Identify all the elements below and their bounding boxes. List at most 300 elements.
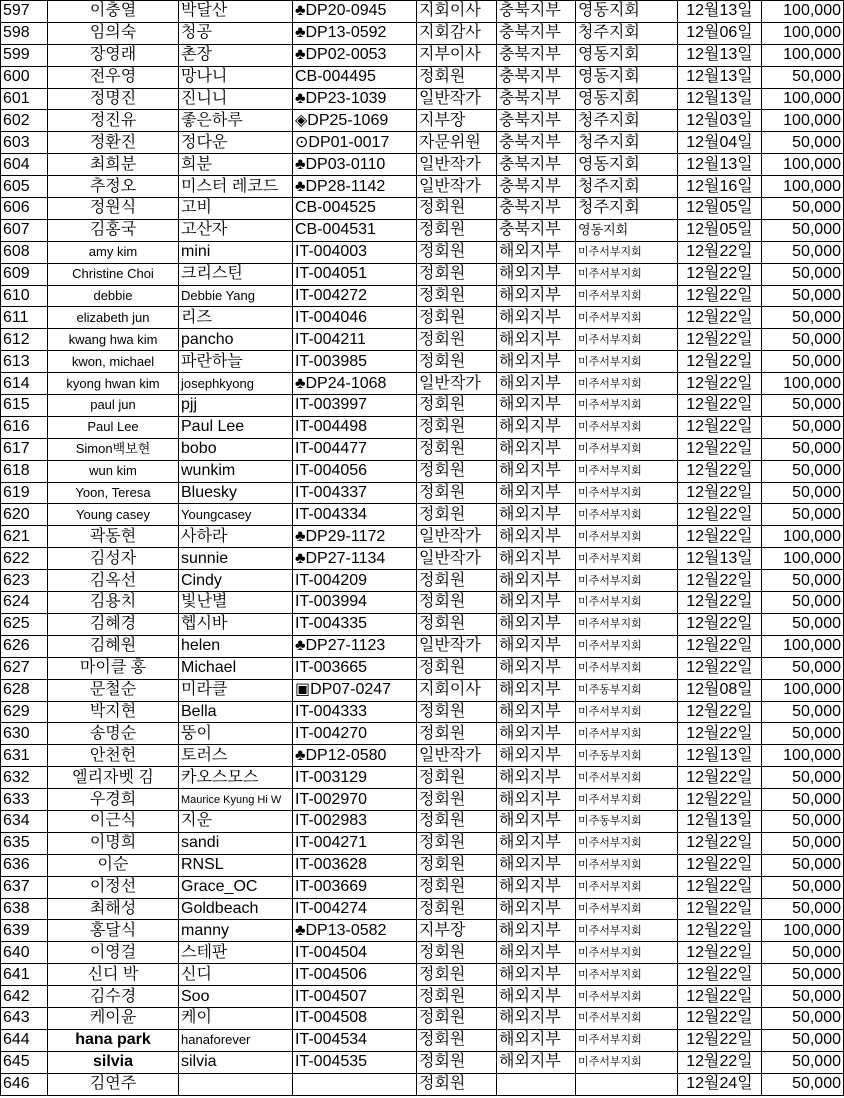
branch-cell[interactable]: 해외지부 <box>497 570 576 592</box>
branch-cell[interactable]: 해외지부 <box>497 504 576 526</box>
row-number-cell[interactable]: 601 <box>1 88 48 110</box>
date-cell[interactable]: 12월08일 <box>678 679 762 701</box>
sub-branch-cell[interactable]: 미주서부지회 <box>576 570 678 592</box>
branch-cell[interactable]: 해외지부 <box>497 438 576 460</box>
member-name-cell[interactable]: 이명희 <box>48 832 179 854</box>
amount-cell[interactable]: 50,000 <box>762 219 844 241</box>
row-number-cell[interactable]: 630 <box>1 723 48 745</box>
branch-cell[interactable]: 해외지부 <box>497 241 576 263</box>
role-cell[interactable]: 지부장 <box>417 920 497 942</box>
amount-cell[interactable]: 50,000 <box>762 198 844 220</box>
nickname-cell[interactable]: bobo <box>179 438 293 460</box>
row-number-cell[interactable]: 604 <box>1 154 48 176</box>
member-name-cell[interactable]: 최희분 <box>48 154 179 176</box>
branch-cell[interactable]: 충북지부 <box>497 66 576 88</box>
nickname-cell[interactable]: 박달산 <box>179 1 293 23</box>
date-cell[interactable]: 12월22일 <box>678 701 762 723</box>
role-cell[interactable]: 지부이사 <box>417 44 497 66</box>
member-code-cell[interactable]: IT-004334 <box>293 504 417 526</box>
member-name-cell[interactable]: Christine Choi <box>48 263 179 285</box>
nickname-cell[interactable]: pancho <box>179 329 293 351</box>
date-cell[interactable]: 12월13일 <box>678 548 762 570</box>
member-name-cell[interactable]: 안천헌 <box>48 745 179 767</box>
role-cell[interactable]: 정회원 <box>417 198 497 220</box>
date-cell[interactable]: 12월13일 <box>678 44 762 66</box>
member-name-cell[interactable]: 김옥선 <box>48 570 179 592</box>
branch-cell[interactable]: 해외지부 <box>497 329 576 351</box>
member-name-cell[interactable]: 우경희 <box>48 789 179 811</box>
date-cell[interactable]: 12월22일 <box>678 1029 762 1051</box>
member-code-cell[interactable]: CB-004495 <box>293 66 417 88</box>
date-cell[interactable]: 12월24일 <box>678 1073 762 1095</box>
member-code-cell[interactable]: IT-003665 <box>293 657 417 679</box>
member-name-cell[interactable]: 이영걸 <box>48 942 179 964</box>
amount-cell[interactable]: 50,000 <box>762 1073 844 1095</box>
date-cell[interactable]: 12월22일 <box>678 876 762 898</box>
member-name-cell[interactable]: 정명진 <box>48 88 179 110</box>
date-cell[interactable]: 12월22일 <box>678 329 762 351</box>
amount-cell[interactable]: 50,000 <box>762 438 844 460</box>
member-code-cell[interactable]: ▣DP07-0247 <box>293 679 417 701</box>
amount-cell[interactable]: 50,000 <box>762 701 844 723</box>
branch-cell[interactable]: 해외지부 <box>497 832 576 854</box>
amount-cell[interactable]: 100,000 <box>762 44 844 66</box>
role-cell[interactable]: 정회원 <box>417 570 497 592</box>
row-number-cell[interactable]: 602 <box>1 110 48 132</box>
row-number-cell[interactable]: 626 <box>1 635 48 657</box>
branch-cell[interactable]: 해외지부 <box>497 701 576 723</box>
role-cell[interactable]: 일반작가 <box>417 635 497 657</box>
role-cell[interactable]: 정회원 <box>417 876 497 898</box>
member-code-cell[interactable]: IT-002970 <box>293 789 417 811</box>
member-code-cell[interactable]: IT-004534 <box>293 1029 417 1051</box>
member-name-cell[interactable]: 정원식 <box>48 198 179 220</box>
member-name-cell[interactable]: 마이클 홍 <box>48 657 179 679</box>
nickname-cell[interactable]: 사하라 <box>179 526 293 548</box>
date-cell[interactable]: 12월22일 <box>678 504 762 526</box>
member-name-cell[interactable]: Paul Lee <box>48 416 179 438</box>
member-name-cell[interactable]: 임의숙 <box>48 22 179 44</box>
member-name-cell[interactable]: 장영래 <box>48 44 179 66</box>
sub-branch-cell[interactable]: 미주서부지회 <box>576 438 678 460</box>
amount-cell[interactable]: 50,000 <box>762 723 844 745</box>
amount-cell[interactable]: 50,000 <box>762 307 844 329</box>
sub-branch-cell[interactable]: 미주서부지회 <box>576 920 678 942</box>
nickname-cell[interactable]: Grace_OC <box>179 876 293 898</box>
date-cell[interactable]: 12월22일 <box>678 1051 762 1073</box>
amount-cell[interactable]: 50,000 <box>762 351 844 373</box>
nickname-cell[interactable]: sunnie <box>179 548 293 570</box>
nickname-cell[interactable]: sandi <box>179 832 293 854</box>
date-cell[interactable]: 12월22일 <box>678 351 762 373</box>
amount-cell[interactable]: 50,000 <box>762 482 844 504</box>
member-name-cell[interactable]: 문철순 <box>48 679 179 701</box>
member-name-cell[interactable]: silvia <box>48 1051 179 1073</box>
member-name-cell[interactable]: 전우영 <box>48 66 179 88</box>
sub-branch-cell[interactable]: 미주서부지회 <box>576 964 678 986</box>
row-number-cell[interactable]: 609 <box>1 263 48 285</box>
role-cell[interactable]: 정회원 <box>417 1073 497 1095</box>
amount-cell[interactable]: 50,000 <box>762 1007 844 1029</box>
branch-cell[interactable]: 해외지부 <box>497 526 576 548</box>
amount-cell[interactable]: 50,000 <box>762 570 844 592</box>
role-cell[interactable]: 지회이사 <box>417 679 497 701</box>
nickname-cell[interactable]: 케이 <box>179 1007 293 1029</box>
date-cell[interactable]: 12월22일 <box>678 570 762 592</box>
amount-cell[interactable]: 100,000 <box>762 679 844 701</box>
branch-cell[interactable]: 해외지부 <box>497 395 576 417</box>
member-code-cell[interactable]: IT-004211 <box>293 329 417 351</box>
role-cell[interactable]: 일반작가 <box>417 88 497 110</box>
row-number-cell[interactable]: 636 <box>1 854 48 876</box>
row-number-cell[interactable]: 608 <box>1 241 48 263</box>
amount-cell[interactable]: 50,000 <box>762 613 844 635</box>
amount-cell[interactable]: 50,000 <box>762 657 844 679</box>
date-cell[interactable]: 12월22일 <box>678 986 762 1008</box>
amount-cell[interactable]: 50,000 <box>762 592 844 614</box>
row-number-cell[interactable]: 645 <box>1 1051 48 1073</box>
branch-cell[interactable]: 해외지부 <box>497 789 576 811</box>
member-name-cell[interactable]: 추정오 <box>48 176 179 198</box>
role-cell[interactable]: 정회원 <box>417 395 497 417</box>
nickname-cell[interactable]: pjj <box>179 395 293 417</box>
member-name-cell[interactable]: 이정선 <box>48 876 179 898</box>
branch-cell[interactable]: 해외지부 <box>497 460 576 482</box>
row-number-cell[interactable]: 610 <box>1 285 48 307</box>
member-name-cell[interactable]: kyong hwan kim <box>48 373 179 395</box>
branch-cell[interactable]: 충북지부 <box>497 1 576 23</box>
role-cell[interactable]: 일반작가 <box>417 526 497 548</box>
member-name-cell[interactable]: 정진유 <box>48 110 179 132</box>
date-cell[interactable]: 12월22일 <box>678 942 762 964</box>
date-cell[interactable]: 12월22일 <box>678 373 762 395</box>
date-cell[interactable]: 12월22일 <box>678 285 762 307</box>
role-cell[interactable]: 정회원 <box>417 898 497 920</box>
row-number-cell[interactable]: 639 <box>1 920 48 942</box>
nickname-cell[interactable]: 고산자 <box>179 219 293 241</box>
member-code-cell[interactable]: IT-004477 <box>293 438 417 460</box>
row-number-cell[interactable]: 612 <box>1 329 48 351</box>
amount-cell[interactable]: 50,000 <box>762 395 844 417</box>
sub-branch-cell[interactable]: 영동지회 <box>576 154 678 176</box>
row-number-cell[interactable]: 605 <box>1 176 48 198</box>
date-cell[interactable]: 12월22일 <box>678 307 762 329</box>
amount-cell[interactable]: 50,000 <box>762 263 844 285</box>
amount-cell[interactable]: 50,000 <box>762 964 844 986</box>
member-code-cell[interactable]: ◈DP25-1069 <box>293 110 417 132</box>
role-cell[interactable]: 정회원 <box>417 810 497 832</box>
amount-cell[interactable]: 50,000 <box>762 241 844 263</box>
role-cell[interactable]: 정회원 <box>417 263 497 285</box>
date-cell[interactable]: 12월22일 <box>678 263 762 285</box>
member-code-cell[interactable]: IT-004272 <box>293 285 417 307</box>
date-cell[interactable]: 12월13일 <box>678 66 762 88</box>
member-name-cell[interactable]: 곽동현 <box>48 526 179 548</box>
role-cell[interactable]: 정회원 <box>417 854 497 876</box>
member-name-cell[interactable]: 송명순 <box>48 723 179 745</box>
member-code-cell[interactable]: ♣DP13-0592 <box>293 22 417 44</box>
date-cell[interactable]: 12월22일 <box>678 526 762 548</box>
role-cell[interactable]: 정회원 <box>417 329 497 351</box>
amount-cell[interactable]: 50,000 <box>762 789 844 811</box>
nickname-cell[interactable]: 정다운 <box>179 132 293 154</box>
nickname-cell[interactable]: 망나니 <box>179 66 293 88</box>
nickname-cell[interactable]: Bella <box>179 701 293 723</box>
member-code-cell[interactable]: IT-004274 <box>293 898 417 920</box>
role-cell[interactable]: 정회원 <box>417 942 497 964</box>
row-number-cell[interactable]: 643 <box>1 1007 48 1029</box>
branch-cell[interactable]: 해외지부 <box>497 635 576 657</box>
role-cell[interactable]: 일반작가 <box>417 373 497 395</box>
nickname-cell[interactable]: wunkim <box>179 460 293 482</box>
row-number-cell[interactable]: 640 <box>1 942 48 964</box>
branch-cell[interactable]: 해외지부 <box>497 679 576 701</box>
branch-cell[interactable]: 해외지부 <box>497 876 576 898</box>
role-cell[interactable]: 일반작가 <box>417 548 497 570</box>
sub-branch-cell[interactable]: 미주서부지회 <box>576 986 678 1008</box>
sub-branch-cell[interactable]: 영동지회 <box>576 219 678 241</box>
date-cell[interactable]: 12월22일 <box>678 964 762 986</box>
role-cell[interactable]: 정회원 <box>417 241 497 263</box>
member-code-cell[interactable]: IT-004056 <box>293 460 417 482</box>
nickname-cell[interactable]: Paul Lee <box>179 416 293 438</box>
member-code-cell[interactable]: CB-004531 <box>293 219 417 241</box>
branch-cell[interactable]: 충북지부 <box>497 132 576 154</box>
nickname-cell[interactable]: 카오스모스 <box>179 767 293 789</box>
branch-cell[interactable]: 충북지부 <box>497 110 576 132</box>
branch-cell[interactable]: 해외지부 <box>497 723 576 745</box>
sub-branch-cell[interactable]: 미주서부지회 <box>576 1029 678 1051</box>
member-code-cell[interactable]: ♣DP27-1123 <box>293 635 417 657</box>
member-code-cell[interactable]: IT-003129 <box>293 767 417 789</box>
member-code-cell[interactable]: IT-004271 <box>293 832 417 854</box>
sub-branch-cell[interactable]: 미주서부지회 <box>576 329 678 351</box>
amount-cell[interactable]: 50,000 <box>762 986 844 1008</box>
date-cell[interactable]: 12월22일 <box>678 613 762 635</box>
sub-branch-cell[interactable]: 미주서부지회 <box>576 832 678 854</box>
sub-branch-cell[interactable]: 미주서부지회 <box>576 854 678 876</box>
nickname-cell[interactable]: 미라클 <box>179 679 293 701</box>
role-cell[interactable]: 정회원 <box>417 723 497 745</box>
role-cell[interactable]: 정회원 <box>417 460 497 482</box>
sub-branch-cell[interactable]: 미주서부지회 <box>576 723 678 745</box>
row-number-cell[interactable]: 622 <box>1 548 48 570</box>
branch-cell[interactable]: 해외지부 <box>497 1029 576 1051</box>
nickname-cell[interactable]: hanaforever <box>179 1029 293 1051</box>
role-cell[interactable]: 정회원 <box>417 1007 497 1029</box>
row-number-cell[interactable]: 638 <box>1 898 48 920</box>
amount-cell[interactable]: 50,000 <box>762 329 844 351</box>
amount-cell[interactable]: 50,000 <box>762 767 844 789</box>
role-cell[interactable]: 정회원 <box>417 219 497 241</box>
date-cell[interactable]: 12월13일 <box>678 88 762 110</box>
row-number-cell[interactable]: 615 <box>1 395 48 417</box>
amount-cell[interactable]: 50,000 <box>762 1051 844 1073</box>
sub-branch-cell[interactable]: 미주서부지회 <box>576 789 678 811</box>
role-cell[interactable]: 정회원 <box>417 1051 497 1073</box>
date-cell[interactable]: 12월13일 <box>678 745 762 767</box>
member-name-cell[interactable]: 신디 박 <box>48 964 179 986</box>
row-number-cell[interactable]: 646 <box>1 1073 48 1095</box>
member-name-cell[interactable]: 김수경 <box>48 986 179 1008</box>
date-cell[interactable]: 12월22일 <box>678 854 762 876</box>
row-number-cell[interactable]: 620 <box>1 504 48 526</box>
role-cell[interactable]: 정회원 <box>417 1029 497 1051</box>
row-number-cell[interactable]: 628 <box>1 679 48 701</box>
member-code-cell[interactable]: IT-004507 <box>293 986 417 1008</box>
amount-cell[interactable]: 100,000 <box>762 88 844 110</box>
role-cell[interactable]: 정회원 <box>417 482 497 504</box>
sub-branch-cell[interactable]: 미주동부지회 <box>576 745 678 767</box>
amount-cell[interactable]: 50,000 <box>762 66 844 88</box>
sub-branch-cell[interactable]: 미주서부지회 <box>576 395 678 417</box>
sub-branch-cell[interactable]: 미주서부지회 <box>576 767 678 789</box>
row-number-cell[interactable]: 637 <box>1 876 48 898</box>
sub-branch-cell[interactable]: 청주지회 <box>576 22 678 44</box>
sub-branch-cell[interactable]: 영동지회 <box>576 66 678 88</box>
date-cell[interactable]: 12월22일 <box>678 898 762 920</box>
member-code-cell[interactable]: ♣DP20-0945 <box>293 1 417 23</box>
sub-branch-cell[interactable]: 미주서부지회 <box>576 307 678 329</box>
amount-cell[interactable]: 50,000 <box>762 460 844 482</box>
sub-branch-cell[interactable]: 미주서부지회 <box>576 263 678 285</box>
amount-cell[interactable]: 50,000 <box>762 832 844 854</box>
amount-cell[interactable]: 50,000 <box>762 854 844 876</box>
date-cell[interactable]: 12월22일 <box>678 767 762 789</box>
date-cell[interactable]: 12월22일 <box>678 657 762 679</box>
member-name-cell[interactable]: debbie <box>48 285 179 307</box>
branch-cell[interactable]: 해외지부 <box>497 1007 576 1029</box>
branch-cell[interactable]: 충북지부 <box>497 176 576 198</box>
sub-branch-cell[interactable]: 미주서부지회 <box>576 1007 678 1029</box>
branch-cell[interactable]: 충북지부 <box>497 44 576 66</box>
branch-cell[interactable] <box>497 1073 576 1095</box>
row-number-cell[interactable]: 621 <box>1 526 48 548</box>
role-cell[interactable]: 정회원 <box>417 351 497 373</box>
sub-branch-cell[interactable]: 미주서부지회 <box>576 1051 678 1073</box>
sub-branch-cell[interactable]: 미주서부지회 <box>576 898 678 920</box>
date-cell[interactable]: 12월03일 <box>678 110 762 132</box>
date-cell[interactable]: 12월22일 <box>678 416 762 438</box>
row-number-cell[interactable]: 614 <box>1 373 48 395</box>
row-number-cell[interactable]: 616 <box>1 416 48 438</box>
sub-branch-cell[interactable]: 미주서부지회 <box>576 876 678 898</box>
date-cell[interactable]: 12월22일 <box>678 395 762 417</box>
nickname-cell[interactable]: 크리스틴 <box>179 263 293 285</box>
nickname-cell[interactable]: josephkyong <box>179 373 293 395</box>
member-code-cell[interactable]: IT-003994 <box>293 592 417 614</box>
branch-cell[interactable]: 충북지부 <box>497 198 576 220</box>
member-name-cell[interactable]: 이순 <box>48 854 179 876</box>
branch-cell[interactable]: 해외지부 <box>497 810 576 832</box>
row-number-cell[interactable]: 641 <box>1 964 48 986</box>
member-code-cell[interactable]: IT-004209 <box>293 570 417 592</box>
role-cell[interactable]: 자문위원 <box>417 132 497 154</box>
sub-branch-cell[interactable] <box>576 1073 678 1095</box>
member-code-cell[interactable]: ♣DP02-0053 <box>293 44 417 66</box>
amount-cell[interactable]: 50,000 <box>762 1029 844 1051</box>
branch-cell[interactable]: 해외지부 <box>497 285 576 307</box>
sub-branch-cell[interactable]: 청주지회 <box>576 132 678 154</box>
amount-cell[interactable]: 50,000 <box>762 504 844 526</box>
date-cell[interactable]: 12월22일 <box>678 920 762 942</box>
member-code-cell[interactable]: ♣DP27-1134 <box>293 548 417 570</box>
member-code-cell[interactable]: IT-004337 <box>293 482 417 504</box>
member-code-cell[interactable]: IT-004535 <box>293 1051 417 1073</box>
sub-branch-cell[interactable]: 미주동부지회 <box>576 679 678 701</box>
member-code-cell[interactable]: IT-004498 <box>293 416 417 438</box>
nickname-cell[interactable]: Michael <box>179 657 293 679</box>
sub-branch-cell[interactable]: 미주서부지회 <box>576 504 678 526</box>
branch-cell[interactable]: 해외지부 <box>497 767 576 789</box>
amount-cell[interactable]: 100,000 <box>762 526 844 548</box>
amount-cell[interactable]: 100,000 <box>762 745 844 767</box>
nickname-cell[interactable]: Youngcasey <box>179 504 293 526</box>
row-number-cell[interactable]: 624 <box>1 592 48 614</box>
branch-cell[interactable]: 해외지부 <box>497 745 576 767</box>
nickname-cell[interactable]: 희분 <box>179 154 293 176</box>
branch-cell[interactable]: 해외지부 <box>497 373 576 395</box>
member-code-cell[interactable]: ♣DP28-1142 <box>293 176 417 198</box>
role-cell[interactable]: 정회원 <box>417 789 497 811</box>
sub-branch-cell[interactable]: 미주서부지회 <box>576 701 678 723</box>
member-code-cell[interactable]: IT-003669 <box>293 876 417 898</box>
sub-branch-cell[interactable]: 청주지회 <box>576 176 678 198</box>
sub-branch-cell[interactable]: 미주서부지회 <box>576 285 678 307</box>
date-cell[interactable]: 12월13일 <box>678 810 762 832</box>
date-cell[interactable]: 12월22일 <box>678 241 762 263</box>
nickname-cell[interactable]: 진니니 <box>179 88 293 110</box>
nickname-cell[interactable]: 빛난별 <box>179 592 293 614</box>
role-cell[interactable]: 일반작가 <box>417 154 497 176</box>
date-cell[interactable]: 12월22일 <box>678 723 762 745</box>
nickname-cell[interactable]: 헵시바 <box>179 613 293 635</box>
row-number-cell[interactable]: 607 <box>1 219 48 241</box>
role-cell[interactable]: 정회원 <box>417 307 497 329</box>
member-code-cell[interactable]: IT-004003 <box>293 241 417 263</box>
member-code-cell[interactable]: IT-003997 <box>293 395 417 417</box>
role-cell[interactable]: 정회원 <box>417 964 497 986</box>
role-cell[interactable]: 정회원 <box>417 504 497 526</box>
member-code-cell[interactable] <box>293 1073 417 1095</box>
amount-cell[interactable]: 100,000 <box>762 1 844 23</box>
sub-branch-cell[interactable]: 미주서부지회 <box>576 460 678 482</box>
role-cell[interactable]: 일반작가 <box>417 745 497 767</box>
amount-cell[interactable]: 50,000 <box>762 810 844 832</box>
amount-cell[interactable]: 100,000 <box>762 22 844 44</box>
nickname-cell[interactable]: 촌장 <box>179 44 293 66</box>
row-number-cell[interactable]: 600 <box>1 66 48 88</box>
branch-cell[interactable]: 해외지부 <box>497 548 576 570</box>
date-cell[interactable]: 12월22일 <box>678 635 762 657</box>
member-name-cell[interactable]: elizabeth jun <box>48 307 179 329</box>
date-cell[interactable]: 12월22일 <box>678 592 762 614</box>
branch-cell[interactable]: 충북지부 <box>497 219 576 241</box>
member-name-cell[interactable]: hana park <box>48 1029 179 1051</box>
role-cell[interactable]: 지회이사 <box>417 1 497 23</box>
row-number-cell[interactable]: 623 <box>1 570 48 592</box>
branch-cell[interactable]: 해외지부 <box>497 592 576 614</box>
branch-cell[interactable]: 충북지부 <box>497 22 576 44</box>
role-cell[interactable]: 지회감사 <box>417 22 497 44</box>
amount-cell[interactable]: 50,000 <box>762 132 844 154</box>
sub-branch-cell[interactable]: 미주서부지회 <box>576 373 678 395</box>
branch-cell[interactable]: 해외지부 <box>497 942 576 964</box>
role-cell[interactable]: 정회원 <box>417 832 497 854</box>
nickname-cell[interactable]: Maurice Kyung Hi W <box>179 789 293 811</box>
amount-cell[interactable]: 50,000 <box>762 285 844 307</box>
member-name-cell[interactable]: 엘리자벳 김 <box>48 767 179 789</box>
